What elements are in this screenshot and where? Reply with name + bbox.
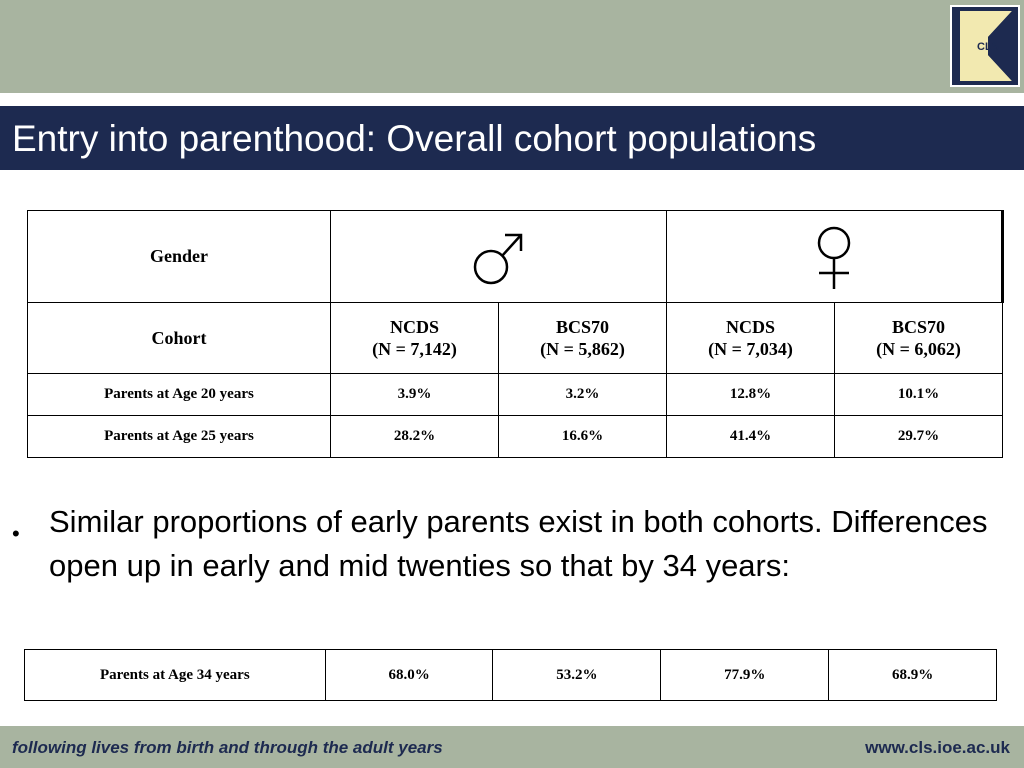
- cohort-row: [28, 303, 1003, 374]
- cohort-cell: [835, 303, 1003, 374]
- row-label: Parents at Age 20 years: [28, 374, 331, 416]
- gender-label-cell: [28, 211, 331, 303]
- gender-row: [28, 211, 1003, 303]
- row-label: Parents at Age 34 years: [25, 650, 326, 701]
- row-label: Parents at Age 25 years: [28, 416, 331, 458]
- table-cell: 77.9%: [661, 650, 829, 701]
- table-row: [28, 416, 1003, 458]
- cohort-table: [27, 210, 1004, 458]
- cohort-n: (N = 7,034): [708, 339, 793, 359]
- table-cell: 29.7%: [835, 416, 1003, 458]
- female-header-cell: [667, 211, 1003, 303]
- table-cell: 53.2%: [493, 650, 661, 701]
- cohort-name: BCS70: [891, 317, 945, 337]
- table-cell: 16.6%: [499, 416, 667, 458]
- male-symbol-icon: [469, 221, 529, 293]
- footer-tagline: following lives from birth and through the adult years: [12, 738, 443, 757]
- header-band: [0, 0, 1024, 93]
- table-cell: 12.8%: [667, 374, 835, 416]
- footer-url-link[interactable]: www.cls.ioe.ac.uk: [865, 738, 1010, 757]
- logo-text: CLS: [977, 41, 999, 53]
- bullet-icon: •: [12, 521, 20, 546]
- title-bar: [0, 106, 1024, 170]
- table-cell: 28.2%: [331, 416, 499, 458]
- cohort-n: (N = 5,862): [540, 339, 625, 359]
- table-cell: 3.2%: [499, 374, 667, 416]
- cohort-cell: [331, 303, 499, 374]
- table-cell: 41.4%: [667, 416, 835, 458]
- age-34-table: [24, 649, 997, 701]
- page-title: Entry into parenthood: Overall cohort populations: [12, 118, 817, 159]
- table-cell: 3.9%: [331, 374, 499, 416]
- table-cell: 68.9%: [829, 650, 997, 701]
- cohort-label: Cohort: [151, 327, 207, 348]
- cohort-name: NCDS: [725, 317, 775, 337]
- cohort-n: (N = 6,062): [876, 339, 961, 359]
- cohort-label-cell: [28, 303, 331, 374]
- female-symbol-icon: [809, 221, 859, 293]
- cohort-n: (N = 7,142): [372, 339, 457, 359]
- male-header-cell: [331, 211, 667, 303]
- table-row: [28, 374, 1003, 416]
- table-cell: 10.1%: [835, 374, 1003, 416]
- table-row: [25, 650, 997, 701]
- table-cell: 68.0%: [325, 650, 493, 701]
- footer: [0, 726, 1024, 768]
- cohort-name: BCS70: [555, 317, 609, 337]
- gender-label: Gender: [150, 246, 208, 266]
- cls-logo[interactable]: [950, 5, 1020, 87]
- cohort-cell: [667, 303, 835, 374]
- bullet-text: Similar proportions of early parents exist in both cohorts. Differences open up in early and mid twenties so that by 34 years:: [49, 504, 988, 583]
- cohort-cell: [499, 303, 667, 374]
- cohort-name: NCDS: [389, 317, 439, 337]
